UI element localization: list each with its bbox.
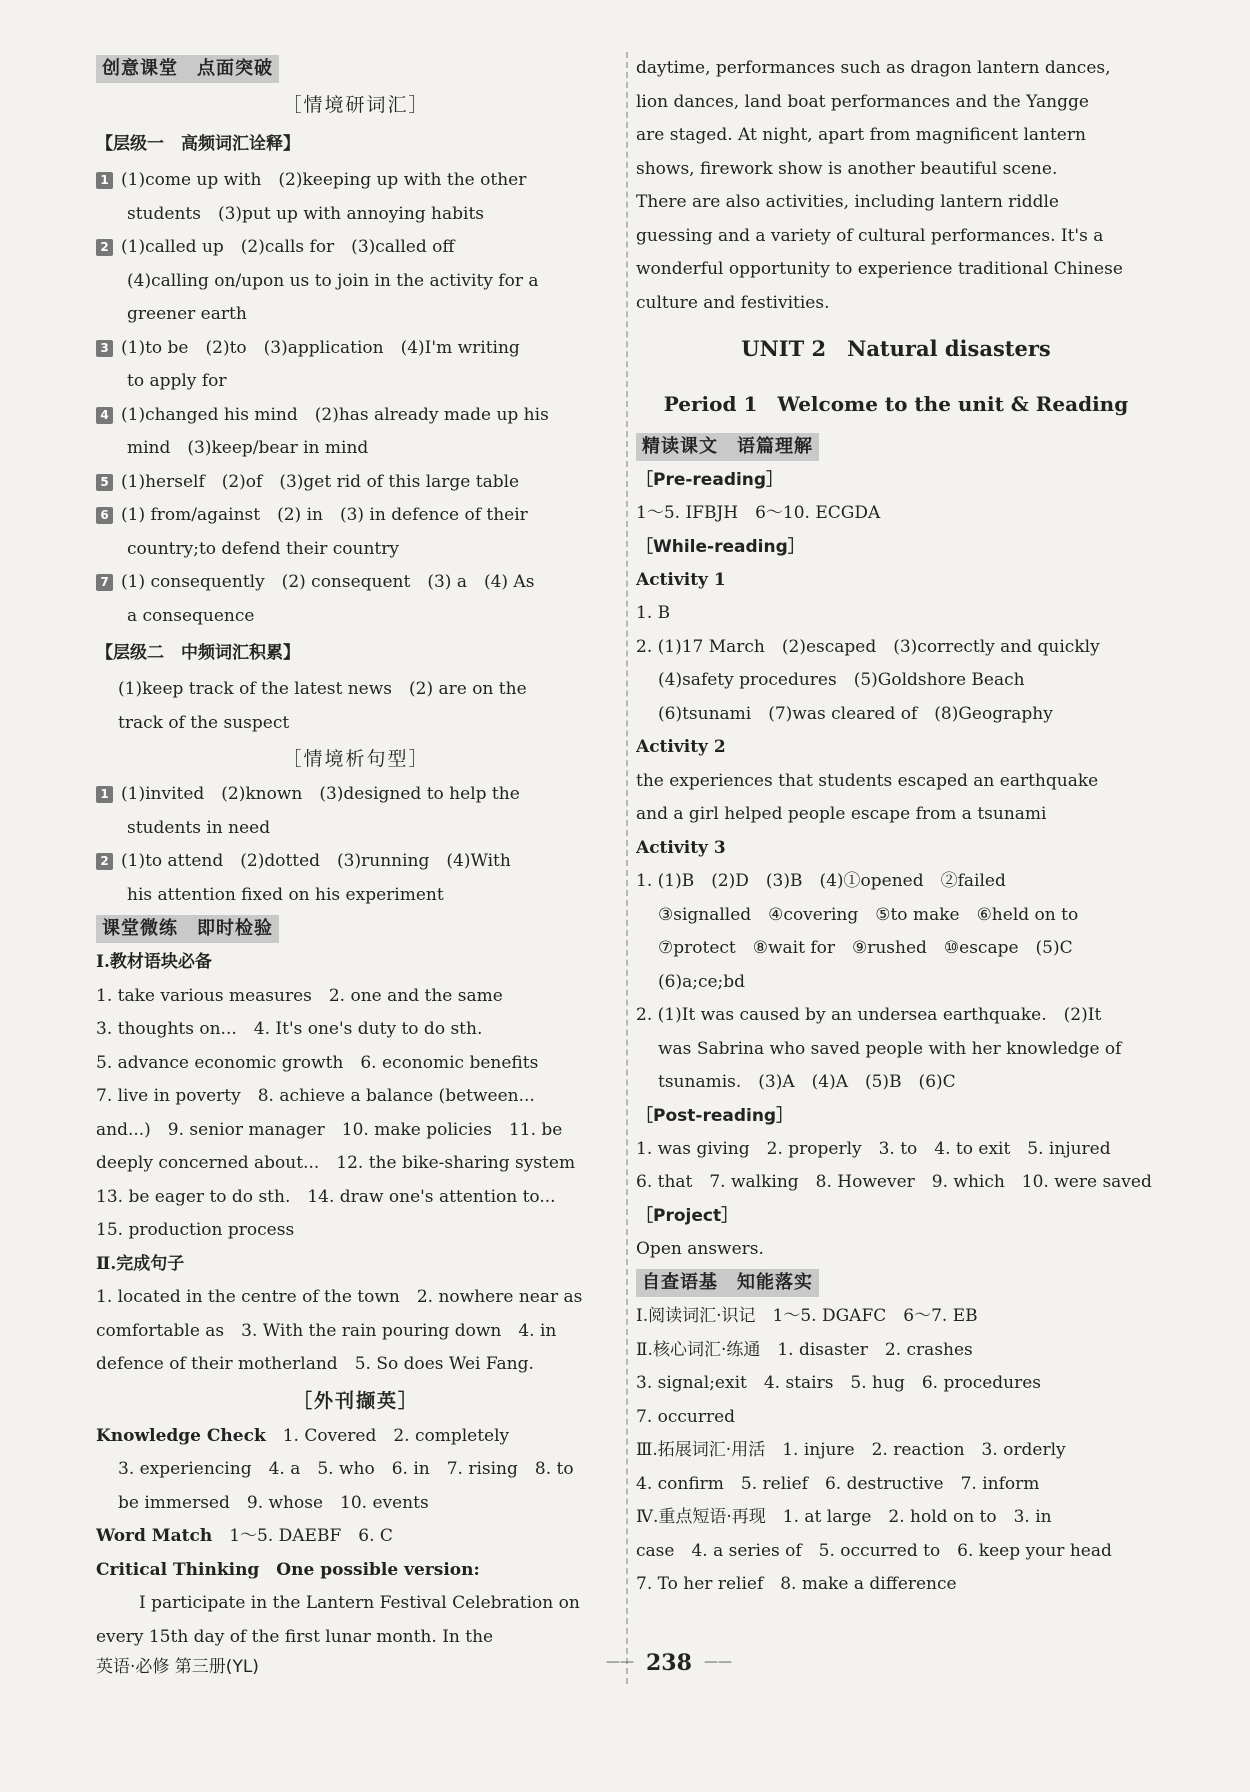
answer-text: 7. live in poverty 8. achieve a balance (between... xyxy=(96,1086,535,1106)
while-reading-label: ［While-reading］ xyxy=(636,536,805,557)
answer-text: 1. B xyxy=(636,603,671,623)
column-divider xyxy=(626,52,628,1684)
answer-text: (1)come up with (2)keeping up with the other xyxy=(121,170,527,190)
answer-text: 1. was giving 2. properly 3. to 4. to exit 5. injured xyxy=(636,1138,1111,1159)
answer-text: (4)safety procedures (5)Goldshore Beach xyxy=(658,670,1025,690)
level-one-heading: 【层级一 高频词汇诠释】 xyxy=(96,134,300,154)
answer-text: 7. To her relief 8. make a difference xyxy=(636,1574,957,1594)
number-badge: 4 xyxy=(96,407,113,424)
answer-text: 2. (1)It was caused by an undersea earthquake. (2)It xyxy=(636,1005,1102,1025)
answer-text: (1)herself (2)of (3)get rid of this large table xyxy=(121,471,520,492)
list-item xyxy=(96,845,616,912)
answer-text: 6. that 7. walking 8. However 9. which 10. were saved xyxy=(636,1172,1152,1192)
answer-text: (1) from/against (2) in (3) in defence of their xyxy=(121,505,528,525)
answer-text: defence of their motherland 5. So does Wei Fang. xyxy=(96,1354,534,1374)
list-item xyxy=(96,499,616,566)
section-band-practice: 课堂微练 即时检验 xyxy=(96,915,279,943)
page-footer xyxy=(96,1650,1156,1686)
answer-text: 1. (1)B (2)D (3)B (4)①opened ②failed xyxy=(636,871,1006,891)
period-title: Period 1 Welcome to the unit & Reading xyxy=(663,392,1129,416)
number-badge: 1 xyxy=(96,172,113,189)
page-number: —— 238 —— xyxy=(606,1650,732,1676)
section-heading: Ⅰ.教材语块必备 xyxy=(96,952,212,972)
answer-text: students in need xyxy=(127,817,271,838)
answer-text: wonderful opportunity to experience traditional Chinese xyxy=(636,259,1123,279)
answer-text: (6)a;ce;bd xyxy=(658,971,746,992)
answer-text: culture and festivities. xyxy=(636,292,830,313)
post-reading-label: ［Post-reading］ xyxy=(636,1105,794,1126)
list-item xyxy=(96,778,616,845)
answer-text: greener earth xyxy=(127,304,247,324)
answer-text: (4)calling on/upon us to join in the activity for a xyxy=(127,270,539,291)
answer-text: (1)to attend (2)dotted (3)running (4)With xyxy=(121,851,511,871)
answer-text: tsunamis. (3)A (4)A (5)B (6)C xyxy=(658,1072,956,1092)
answer-text: guessing and a variety of cultural performances. It's a xyxy=(636,225,1104,246)
answer-text: Ⅱ.核心词汇·练通 1. disaster 2. crashes xyxy=(636,1339,973,1360)
answer-text: daytime, performances such as dragon lantern dances, xyxy=(636,58,1111,78)
answer-text: 7. occurred xyxy=(636,1406,736,1427)
list-item xyxy=(96,332,616,399)
number-badge: 2 xyxy=(96,853,113,870)
answer-text: 1. Covered 2. completely xyxy=(282,1425,510,1446)
list-item xyxy=(96,399,616,466)
answer-text: (6)tsunami (7)was cleared of (8)Geography xyxy=(658,703,1053,724)
level-two-heading: 【层级二 中频词汇积累】 xyxy=(96,643,300,663)
number-badge: 6 xyxy=(96,507,113,524)
subheading-sentence-patterns: ［情境析句型］ xyxy=(282,748,430,770)
answer-text: and...) 9. senior manager 10. make policies 11. be xyxy=(96,1119,563,1140)
answer-text: Open answers. xyxy=(636,1238,764,1259)
pre-reading-label: ［Pre-reading］ xyxy=(636,470,784,490)
answer-text: ③signalled ④covering ⑤to make ⑥held on to xyxy=(658,904,1079,925)
right-column xyxy=(636,52,1156,1602)
answer-text: track of the suspect xyxy=(118,712,290,733)
answer-text: case 4. a series of 5. occurred to 6. keep your head xyxy=(636,1540,1112,1561)
answer-text: 1～5. IFBJH 6～10. ECGDA xyxy=(636,503,881,523)
answer-text: are staged. At night, apart from magnificent lantern xyxy=(636,125,1086,145)
knowledge-check-label: Knowledge Check xyxy=(96,1425,266,1446)
answer-text: lion dances, land boat performances and the Yangge xyxy=(636,91,1089,112)
subheading-vocabulary: ［情境研词汇］ xyxy=(282,94,430,116)
answer-text: (1) consequently (2) consequent (3) a (4) As xyxy=(121,572,535,592)
answer-text: I participate in the Lantern Festival Celebration on xyxy=(139,1593,580,1613)
answer-text: a consequence xyxy=(127,605,255,626)
answer-text: students (3)put up with annoying habits xyxy=(127,203,485,224)
answer-text: be immersed 9. whose 10. events xyxy=(118,1492,429,1513)
answer-text: (1)called up (2)calls for (3)called off xyxy=(121,237,455,257)
activity-label: Activity 1 xyxy=(636,569,726,590)
answer-text: ⑦protect ⑧wait for ⑨rushed ⑩escape (5)C xyxy=(658,938,1073,958)
answer-text: the experiences that students escaped an earthquake xyxy=(636,770,1099,791)
section-heading: Ⅱ.完成句子 xyxy=(96,1253,185,1274)
number-badge: 2 xyxy=(96,239,113,256)
answer-text: shows, firework show is another beautiful scene. xyxy=(636,158,1058,179)
word-match-label: Word Match xyxy=(96,1526,213,1546)
answer-text: Ⅰ.阅读词汇·识记 1～5. DGAFC 6～7. EB xyxy=(636,1306,978,1326)
section-band-self-check: 自查语基 知能落实 xyxy=(636,1269,819,1297)
answer-text: 1. located in the centre of the town 2. nowhere near as xyxy=(96,1287,583,1307)
answer-text: comfortable as 3. With the rain pouring down 4. in xyxy=(96,1320,557,1341)
answer-text: 3. signal;exit 4. stairs 5. hug 6. procedures xyxy=(636,1373,1042,1393)
unit-title: UNIT 2 Natural disasters xyxy=(741,336,1051,361)
answer-text: There are also activities, including lantern riddle xyxy=(636,192,1059,212)
answer-text: (1)keep track of the latest news (2) are on the xyxy=(118,679,527,699)
answer-text: 13. be eager to do sth. 14. draw one's attention to... xyxy=(96,1186,556,1207)
answer-text: (1)changed his mind (2)has already made up his xyxy=(121,404,549,425)
activity-label: Activity 3 xyxy=(636,837,726,858)
answer-text: 3. experiencing 4. a 5. who 6. in 7. rising 8. to xyxy=(118,1459,574,1479)
answer-text: deeply concerned about... 12. the bike-sharing system xyxy=(96,1153,576,1173)
number-badge: 5 xyxy=(96,474,113,491)
answer-text: his attention fixed on his experiment xyxy=(127,884,444,905)
subheading-press: ［外刊撷英］ xyxy=(292,1389,419,1412)
answer-text: 2. (1)17 March (2)escaped (3)correctly and quickly xyxy=(636,636,1100,657)
answer-text: and a girl helped people escape from a tsunami xyxy=(636,804,1047,824)
left-column xyxy=(96,52,616,1654)
answer-text: mind (3)keep/bear in mind xyxy=(127,438,369,458)
sentence-pattern-list xyxy=(96,778,616,912)
answer-text: to apply for xyxy=(127,371,227,391)
level-one-list xyxy=(96,164,616,633)
answer-text: (1)invited (2)known (3)designed to help the xyxy=(121,784,520,804)
list-item xyxy=(96,231,616,332)
answer-text: 1. take various measures 2. one and the same xyxy=(96,985,503,1006)
answer-text: 5. advance economic growth 6. economic benefits xyxy=(96,1052,539,1073)
activity-label: Activity 2 xyxy=(636,737,726,757)
section-band-creative: 创意课堂 点面突破 xyxy=(96,55,279,83)
answer-text: 4. confirm 5. relief 6. destructive 7. inform xyxy=(636,1473,1040,1494)
list-item xyxy=(96,566,616,633)
section-band-reading: 精读课文 语篇理解 xyxy=(636,433,819,461)
list-item xyxy=(96,164,616,231)
number-badge: 1 xyxy=(96,786,113,803)
answer-text: (1)to be (2)to (3)application (4)I'm writing xyxy=(121,337,520,358)
answer-text: country;to defend their country xyxy=(127,538,399,559)
answer-text: Ⅳ.重点短语·再现 1. at large 2. hold on to 3. in xyxy=(636,1507,1052,1527)
critical-thinking-label: Critical Thinking One possible version: xyxy=(96,1559,480,1580)
answer-text: Ⅲ.拓展词汇·用活 1. injure 2. reaction 3. orderly xyxy=(636,1440,1066,1460)
book-title: 英语·必修 第三册(YL) xyxy=(96,1657,259,1677)
answer-text: was Sabrina who saved people with her knowledge of xyxy=(658,1038,1122,1059)
answer-text: 3. thoughts on... 4. It's one's duty to do sth. xyxy=(96,1019,483,1039)
number-badge: 7 xyxy=(96,574,113,591)
answer-text: 1～5. DAEBF 6. C xyxy=(229,1526,393,1546)
answer-text: every 15th day of the first lunar month. In the xyxy=(96,1626,494,1647)
answer-text: 15. production process xyxy=(96,1220,295,1240)
number-badge: 3 xyxy=(96,340,113,357)
list-item xyxy=(96,466,616,500)
project-label: ［Project］ xyxy=(636,1205,739,1226)
